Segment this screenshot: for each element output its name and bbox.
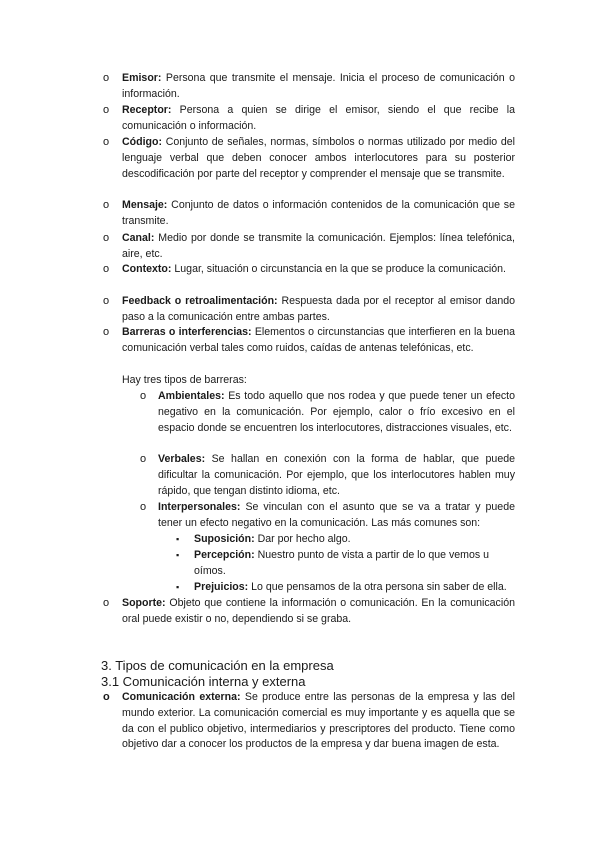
definition: Se vinculan con el asunto que se va a tratar y puede tener un efecto negativo en la comunicación. Las más comunes son: [158, 501, 515, 529]
list-bullet: o [103, 263, 110, 275]
barrier-ambientales [158, 389, 515, 436]
definition: Elementos o circunstancias que interfieren en la buena comunicación verbal tales como ruidos, caídas de antenas telefónicas, etc. [122, 326, 515, 354]
subsection-heading: 3.1 Comunicación interna y externa [101, 674, 306, 689]
term: Percepción: [194, 549, 255, 561]
definition: Persona a quien se dirige el emisor, siendo el que recibe la comunicación o información. [122, 104, 515, 132]
list-bullet: o [103, 72, 110, 84]
list-item-codigo [122, 135, 515, 182]
term: Feedback o retroalimentación: [122, 295, 278, 307]
list-bullet: o [103, 326, 110, 338]
list-bullet: o [103, 597, 110, 609]
definition: Persona que transmite el mensaje. Inicia el proceso de comunicación o información. [122, 72, 515, 100]
list-item-contexto [122, 262, 515, 278]
term: Interpersonales: [158, 501, 241, 513]
list-item-soporte [122, 596, 515, 628]
list-bullet: o [140, 390, 147, 402]
list-bullet: o [103, 232, 110, 244]
list-bullet: o [103, 199, 110, 211]
square-bullet: ▪ [176, 550, 180, 560]
definition: Objeto que contiene la información o comunicación. En la comunicación oral puede existir o no, dependiendo si se graba. [122, 597, 515, 625]
term: Prejuicios: [194, 581, 249, 593]
term: Emisor: [122, 72, 162, 84]
term: Soporte: [122, 597, 166, 609]
definition: Respuesta dada por el receptor al emisor dando paso a la comunicación entre ambas partes. [122, 295, 516, 323]
barrier-verbales [158, 452, 515, 499]
list-bullet: o [140, 501, 147, 513]
list-item-feedback [122, 294, 515, 326]
definition: Medio por donde se transmite la comunicación. Ejemplos: línea telefónica, aire, etc. [122, 232, 515, 260]
barrier-intro: Hay tres tipos de barreras: [122, 374, 247, 386]
list-bullet: o [103, 136, 110, 148]
definition: Conjunto de datos o información contenidos de la comunicación que se transmite. [122, 199, 515, 227]
section-heading: 3. Tipos de comunicación en la empresa [101, 658, 334, 673]
square-bullet: ▪ [176, 534, 180, 544]
barrier-interpersonales [158, 500, 515, 532]
definition: Se produce entre las personas de la empresa y las del mundo exterior. La comunicación comercial es muy importante y es aquella que se da con el publico objetivo, intermediarios y prescriptores del producto. Tiene como objetivo dar a conocer los productos de la empresa y dar buena imagen de esta. [122, 691, 515, 751]
definition: Conjunto de señales, normas, símbolos o normas utilizado por medio del lenguaje verbal que deben conocer ambos interlocutores para su posterior descodificación por parte del receptor y comprender el mensaje que se transmite. [122, 136, 515, 180]
term: Suposición: [194, 533, 255, 545]
term: Receptor: [122, 104, 172, 116]
term: Comunicación externa: [122, 691, 241, 703]
list-item-emisor [122, 71, 515, 103]
list-item-receptor [122, 103, 515, 135]
term: Contexto: [122, 263, 172, 275]
definition: Dar por hecho algo. [257, 533, 351, 545]
list-bullet: o [103, 691, 110, 703]
definition: Se hallan en conexión con la forma de hablar, que puede dificultar la comunicación. Por ejemplo, que los interlocutores hablen muy rápido, que tengan distinto idioma, etc. [158, 453, 515, 497]
subitem-prejuicios [194, 580, 515, 596]
term: Verbales: [158, 453, 206, 465]
square-bullet: ▪ [176, 582, 180, 592]
list-bullet: o [103, 104, 110, 116]
definition: Nuestro punto de vista a partir de lo que vemos u oímos. [194, 549, 490, 577]
list-item-barreras [122, 325, 515, 357]
term: Mensaje: [122, 199, 168, 211]
term: Canal: [122, 232, 155, 244]
list-item-externa [122, 690, 515, 753]
list-item-mensaje [122, 198, 515, 230]
term: Ambientales: [158, 390, 225, 402]
subitem-percepcion [194, 548, 515, 580]
term: Barreras o interferencias: [122, 326, 252, 338]
list-bullet: o [103, 295, 110, 307]
list-bullet: o [140, 453, 147, 465]
definition: Lugar, situación o circunstancia en la que se produce la comunicación. [174, 263, 506, 275]
term: Código: [122, 136, 163, 148]
definition: Es todo aquello que nos rodea y que puede tener un efecto negativo en la comunicación. Por ejemplo, calor o frío excesivo en el espacio donde se encuentren los interlocutores, distracciones visuales, etc. [158, 390, 515, 434]
definition: Lo que pensamos de la otra persona sin saber de ella. [251, 581, 507, 593]
subitem-suposicion [194, 532, 515, 548]
list-item-canal [122, 231, 515, 263]
